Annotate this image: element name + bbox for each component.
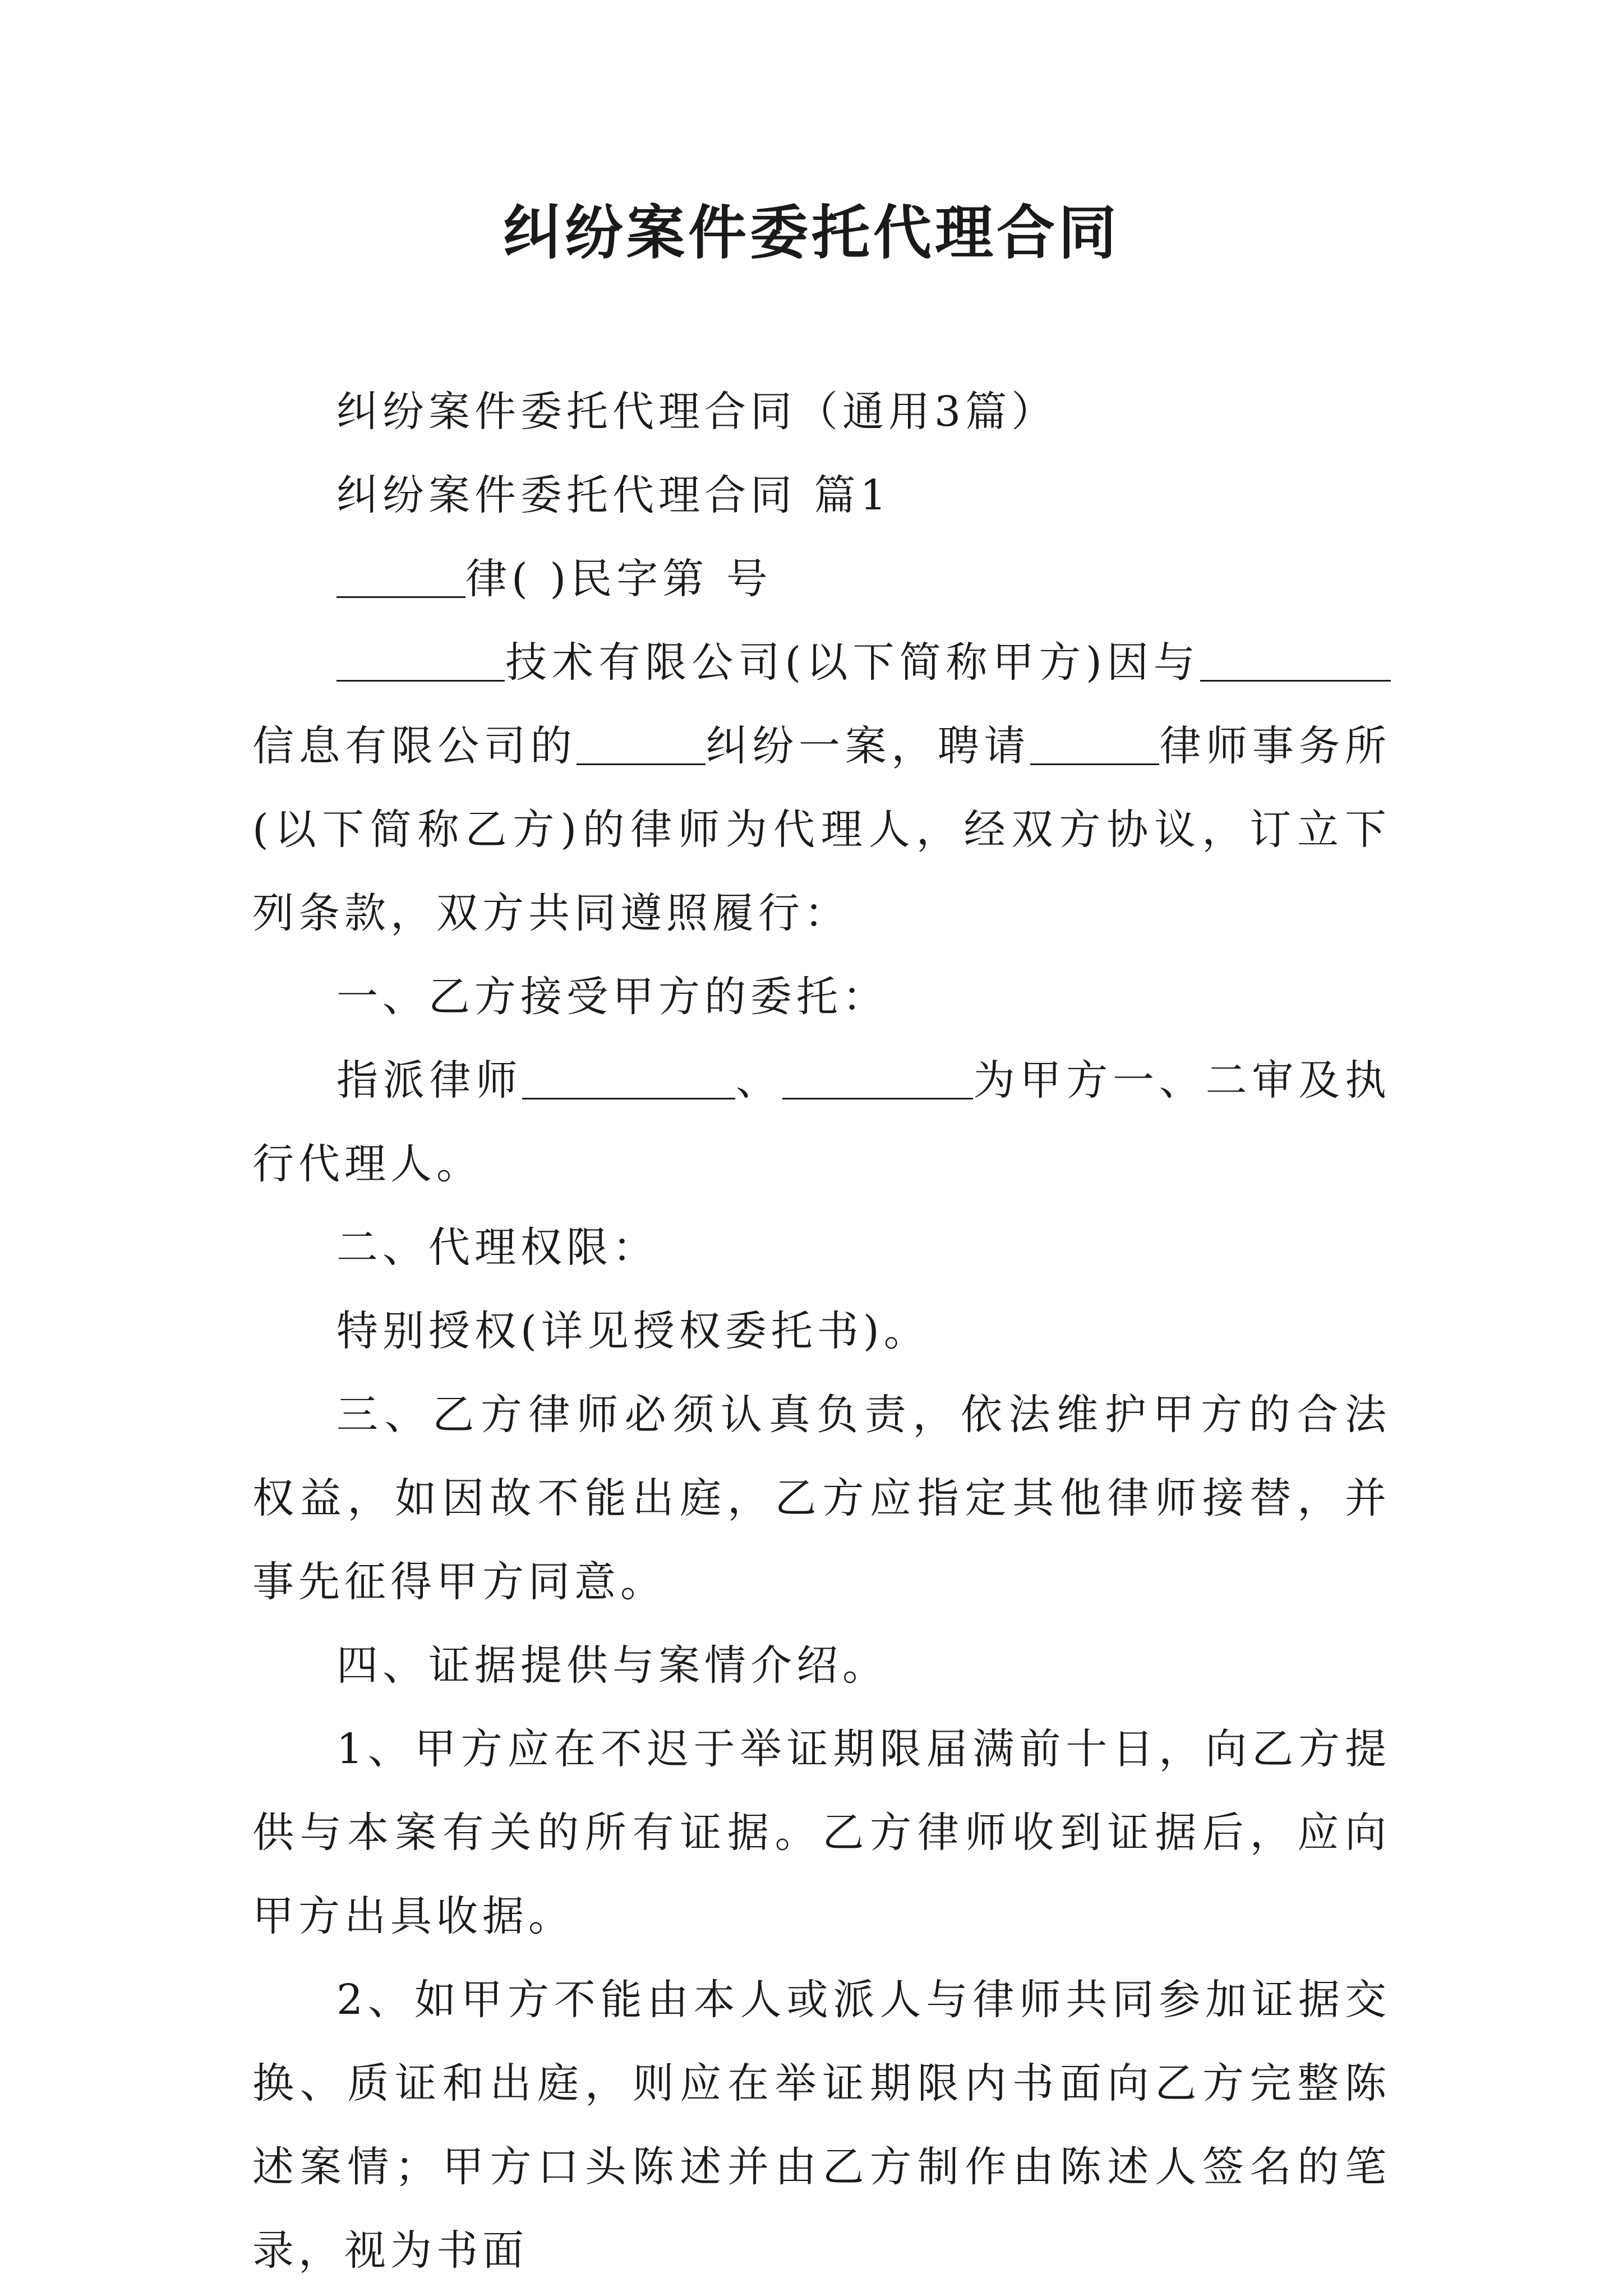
clause-1-text-c: 为甲方一、二审及执行代理人。 <box>252 1056 1391 1188</box>
blank-line <box>577 722 706 765</box>
blank-line <box>336 638 505 682</box>
intro-text-a: 技术有限公司(以下简称甲方)因与 <box>505 638 1200 687</box>
intro-text-b: 信息有限公司的 <box>252 722 577 770</box>
document-title: 纠纷案件委托代理合同 <box>502 198 1120 267</box>
clause-4-title: 四、证据提供与案情介绍。 <box>336 1641 888 1690</box>
document-body <box>252 370 1391 2293</box>
blank-line <box>1200 638 1391 682</box>
clause-4-item-2: 2、如甲方不能由本人或派人与律师共同参加证据交换、质证和出庭，则应在举证期限内书面向乙方完整陈述案情；甲方口头陈述并由乙方制作由陈述人签名的笔录，视为书面 <box>252 1976 1391 2275</box>
clause-1-text-b: 、 <box>735 1056 782 1105</box>
intro-paragraph <box>252 621 1391 955</box>
blank-line <box>1030 722 1159 765</box>
clause-4-item-1: 1、甲方应在不迟于举证期限届满前十日，向乙方提供与本案有关的所有证据。乙方律师收到证据后，应向甲方出具收据。 <box>252 1725 1391 1940</box>
blank-line <box>522 1056 735 1099</box>
clause-2-body: 特别授权(详见授权委托书)。 <box>336 1307 930 1355</box>
clause-2-title: 二、代理权限： <box>336 1223 658 1272</box>
intro-text-d: 律师事务所(以下简称乙方)的律师为代理人，经双方协议，订立下列条款，双方共同遵照履行： <box>252 722 1391 937</box>
blank-line <box>336 555 465 598</box>
part-heading: 纠纷案件委托代理合同 篇1 <box>336 471 891 519</box>
blank-line <box>782 1056 973 1099</box>
intro-text-c: 纠纷一案，聘请 <box>706 722 1031 770</box>
clause-1-body <box>252 1039 1391 1206</box>
file-number-text: 律( )民字第 号 <box>465 555 772 603</box>
document-subtitle: 纠纷案件委托代理合同（通用3篇） <box>336 388 1058 436</box>
clause-1-title: 一、乙方接受甲方的委托： <box>336 973 888 1021</box>
file-number-line <box>252 537 1391 621</box>
clause-1-text-a: 指派律师 <box>336 1056 523 1105</box>
clause-3: 三、乙方律师必须认真负责，依法维护甲方的合法权益，如因故不能出庭，乙方应指定其他律师接替，并事先征得甲方同意。 <box>252 1391 1391 1606</box>
